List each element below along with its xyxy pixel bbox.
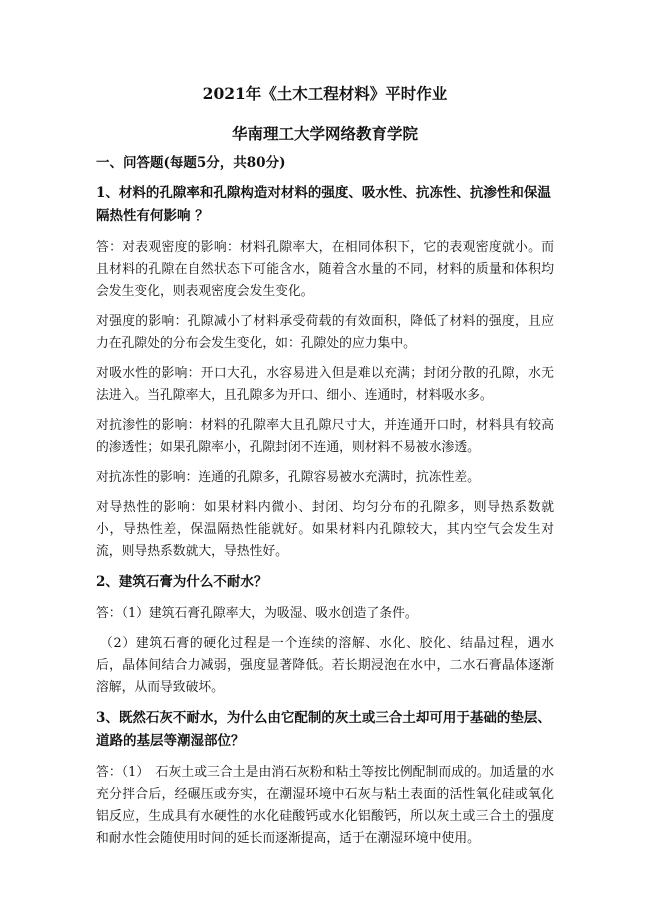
- document-subtitle: 华南理工大学网络教育学院: [231, 124, 418, 143]
- question-1-answer-paragraph: 对吸水性的影响：开口大孔，水容易进入但是难以充满；封闭分散的孔隙，水无法进入。当孔隙率大，且孔隙多为开口、细小、连通时，材料吸水多。: [96, 366, 554, 403]
- question-1-answer-paragraph: 对导热性的影响：如果材料内微小、封闭、均匀分布的孔隙多，则导热系数就小，导热性差，保温隔热性能就好。如果材料内孔隙较大，其内空气会发生对流，则导热系数就大，导热性好。: [96, 500, 554, 559]
- question-2-answer-paragraph: 答：（1）建筑石膏孔隙率大，为吸湿、吸水创造了条件。: [96, 606, 418, 621]
- question-1-answer-paragraph: 对抗渗性的影响：材料的孔隙率大且孔隙尺寸大，并连通开口时，材料具有较高的渗透性；如果孔隙率小，孔隙封闭不连通，则材料不易被水渗透。: [96, 418, 554, 455]
- section-heading: 一、问答题(每题5分，共80分): [96, 155, 286, 171]
- question-2-answer-paragraph: （2）建筑石膏的硬化过程是一个连续的溶解、水化、胶化、结晶过程，遇水后，晶体间结合力减弱，强度显著降低。若长期浸泡在水中，二水石膏晶体逐渐溶解，从而导致破坏。: [96, 636, 554, 695]
- question-1-answer-paragraph: 答：对表观密度的影响：材料孔隙率大，在相同体积下，它的表观密度就小。而且材料的孔隙在自然状态下可能含水，随着含水量的不同，材料的质量和体积均会发生变化，则表观密度会发生变化。: [96, 240, 554, 299]
- question-3-heading: 3、既然石灰不耐水，为什么由它配制的灰土或三合土却可用于基础的垫层、道路的基层等潮湿部位？: [96, 710, 551, 749]
- question-1-heading: 1、材料的孔隙率和孔隙构造对材料的强度、吸水性、抗冻性、抗渗性和保温隔热性有何影响 ？: [96, 185, 551, 224]
- question-1-answer-paragraph: 对抗冻性的影响：连通的孔隙多，孔隙容易被水充满时，抗冻性差。: [96, 470, 480, 485]
- question-1-answer-paragraph: 对强度的影响：孔隙减小了材料承受荷载的有效面积，降低了材料的强度，且应力在孔隙处的分布会发生变化，如：孔隙处的应力集中。: [96, 314, 554, 351]
- question-3-answer-paragraph: 答：（1） 石灰土或三合土是由消石灰粉和粘土等按比例配制而成的。加适量的水充分拌合后，经碾压或夯实，在潮湿环境中石灰与粘土表面的活性氧化硅或氧化铝反应，生成具有水硬性的水化硅酸钙或水化铝酸钙，所以灰土或三合土的强度和耐水性会随使用时间的延长而逐渐提高，适于在潮湿环境中使用。: [96, 765, 554, 846]
- question-2-heading: 2、建筑石膏为什么不耐水？: [96, 574, 268, 590]
- document-title: 2021年《土木工程材料》平时作业: [202, 84, 448, 103]
